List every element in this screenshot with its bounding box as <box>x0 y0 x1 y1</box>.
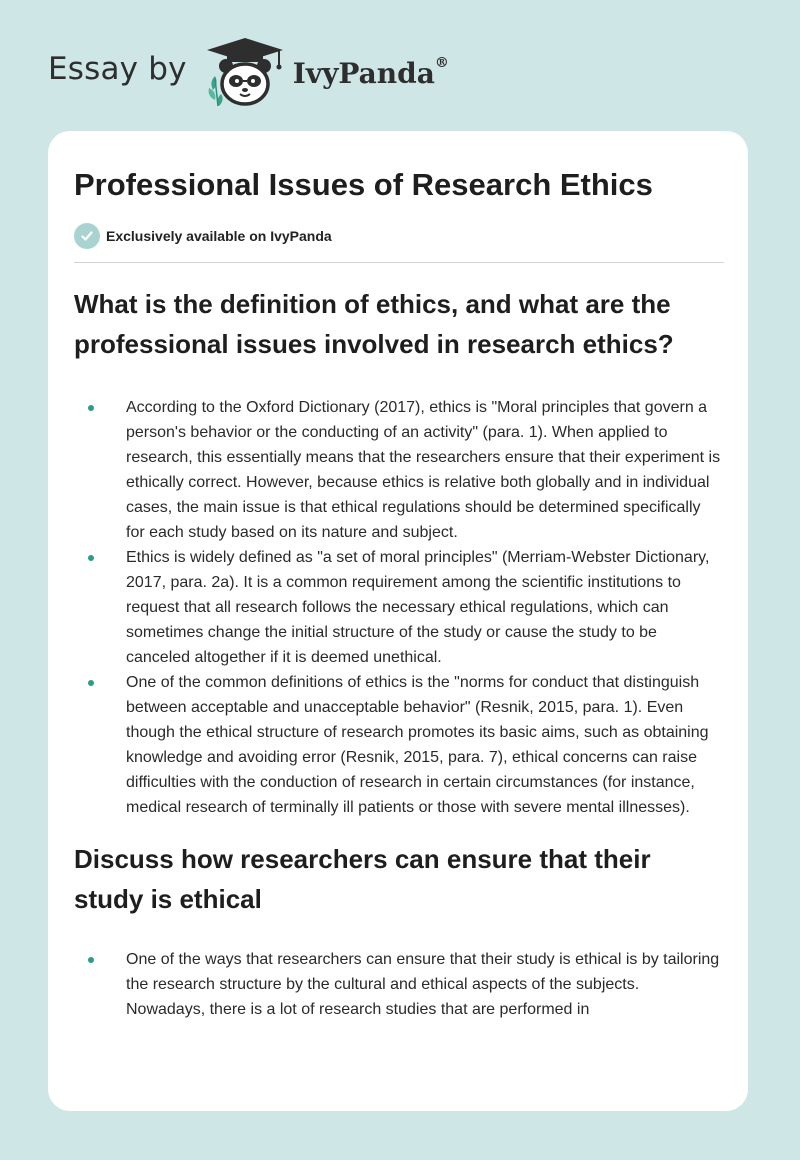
bullet-icon <box>88 680 94 686</box>
section-heading-ensure-ethical: Discuss how researchers can ensure that their study is ethical <box>74 844 651 914</box>
bullet-icon <box>88 405 94 411</box>
exclusive-text: Exclusively available on IvyPanda <box>106 228 332 244</box>
list-item-text: Ethics is widely defined as "a set of moral principles" (Merriam-Webster Dictionary, 2017, para. 2a). It is a common requirement among the scientific institutions to request that all research follows the necessary ethical regulations, which can sometimes change the initial structure of the study or cause the study to be canceled altogether if it is deemed unethical. <box>126 549 710 666</box>
trademark-symbol: ® <box>434 54 449 71</box>
ivypanda-logo-icon[interactable] <box>201 36 289 108</box>
list-item-text: One of the common definitions of ethics is the "norms for conduct that distinguish between acceptable and unacceptable behavior" (Resnik, 2015, para. 1). Even though the ethical structure of research promotes its basic aims, such as obtaining knowledge and avoiding error (Resnik, 2015, para. 7), ethical concerns can raise difficulties with the conduction of research in certain circumstances (for instance, medical research of terminally ill patients or those with severe mental illnesses). <box>126 674 709 816</box>
brand-name-text: IvyPanda <box>292 56 435 90</box>
bullet-list-definition <box>74 395 722 820</box>
brand-name[interactable] <box>292 54 449 90</box>
section-heading-definition: What is the definition of ethics, and what are the professional issues involved in research ethics? <box>74 289 674 359</box>
site-header <box>48 36 449 108</box>
check-icon <box>74 223 100 249</box>
bullet-icon <box>88 555 94 561</box>
exclusive-badge <box>74 223 722 249</box>
list-item <box>74 670 722 820</box>
divider <box>74 262 724 263</box>
bullet-icon <box>88 957 94 963</box>
list-item <box>74 947 722 1022</box>
list-item <box>74 545 722 670</box>
page-title: Professional Issues of Research Ethics <box>74 167 653 202</box>
list-item <box>74 395 722 545</box>
list-item-text: According to the Oxford Dictionary (2017), ethics is "Moral principles that govern a person's behavior or the conducting of an activity" (para. 1). When applied to research, this essentially means that the researchers ensure that their experiment is ethically correct. However, because ethics is relative both globally and in individual cases, the main issue is that ethical regulations should be determined specifically for each study based on its nature and subject. <box>126 399 721 541</box>
bullet-list-ensure-ethical <box>74 947 722 1022</box>
essay-by-label: Essay by <box>48 51 187 87</box>
essay-card <box>48 131 748 1111</box>
list-item-text: One of the ways that researchers can ensure that their study is ethical is by tailoring the research structure by the cultural and ethical aspects of the subjects. Nowadays, there is a lot of research studies that are performed in <box>126 951 720 1018</box>
